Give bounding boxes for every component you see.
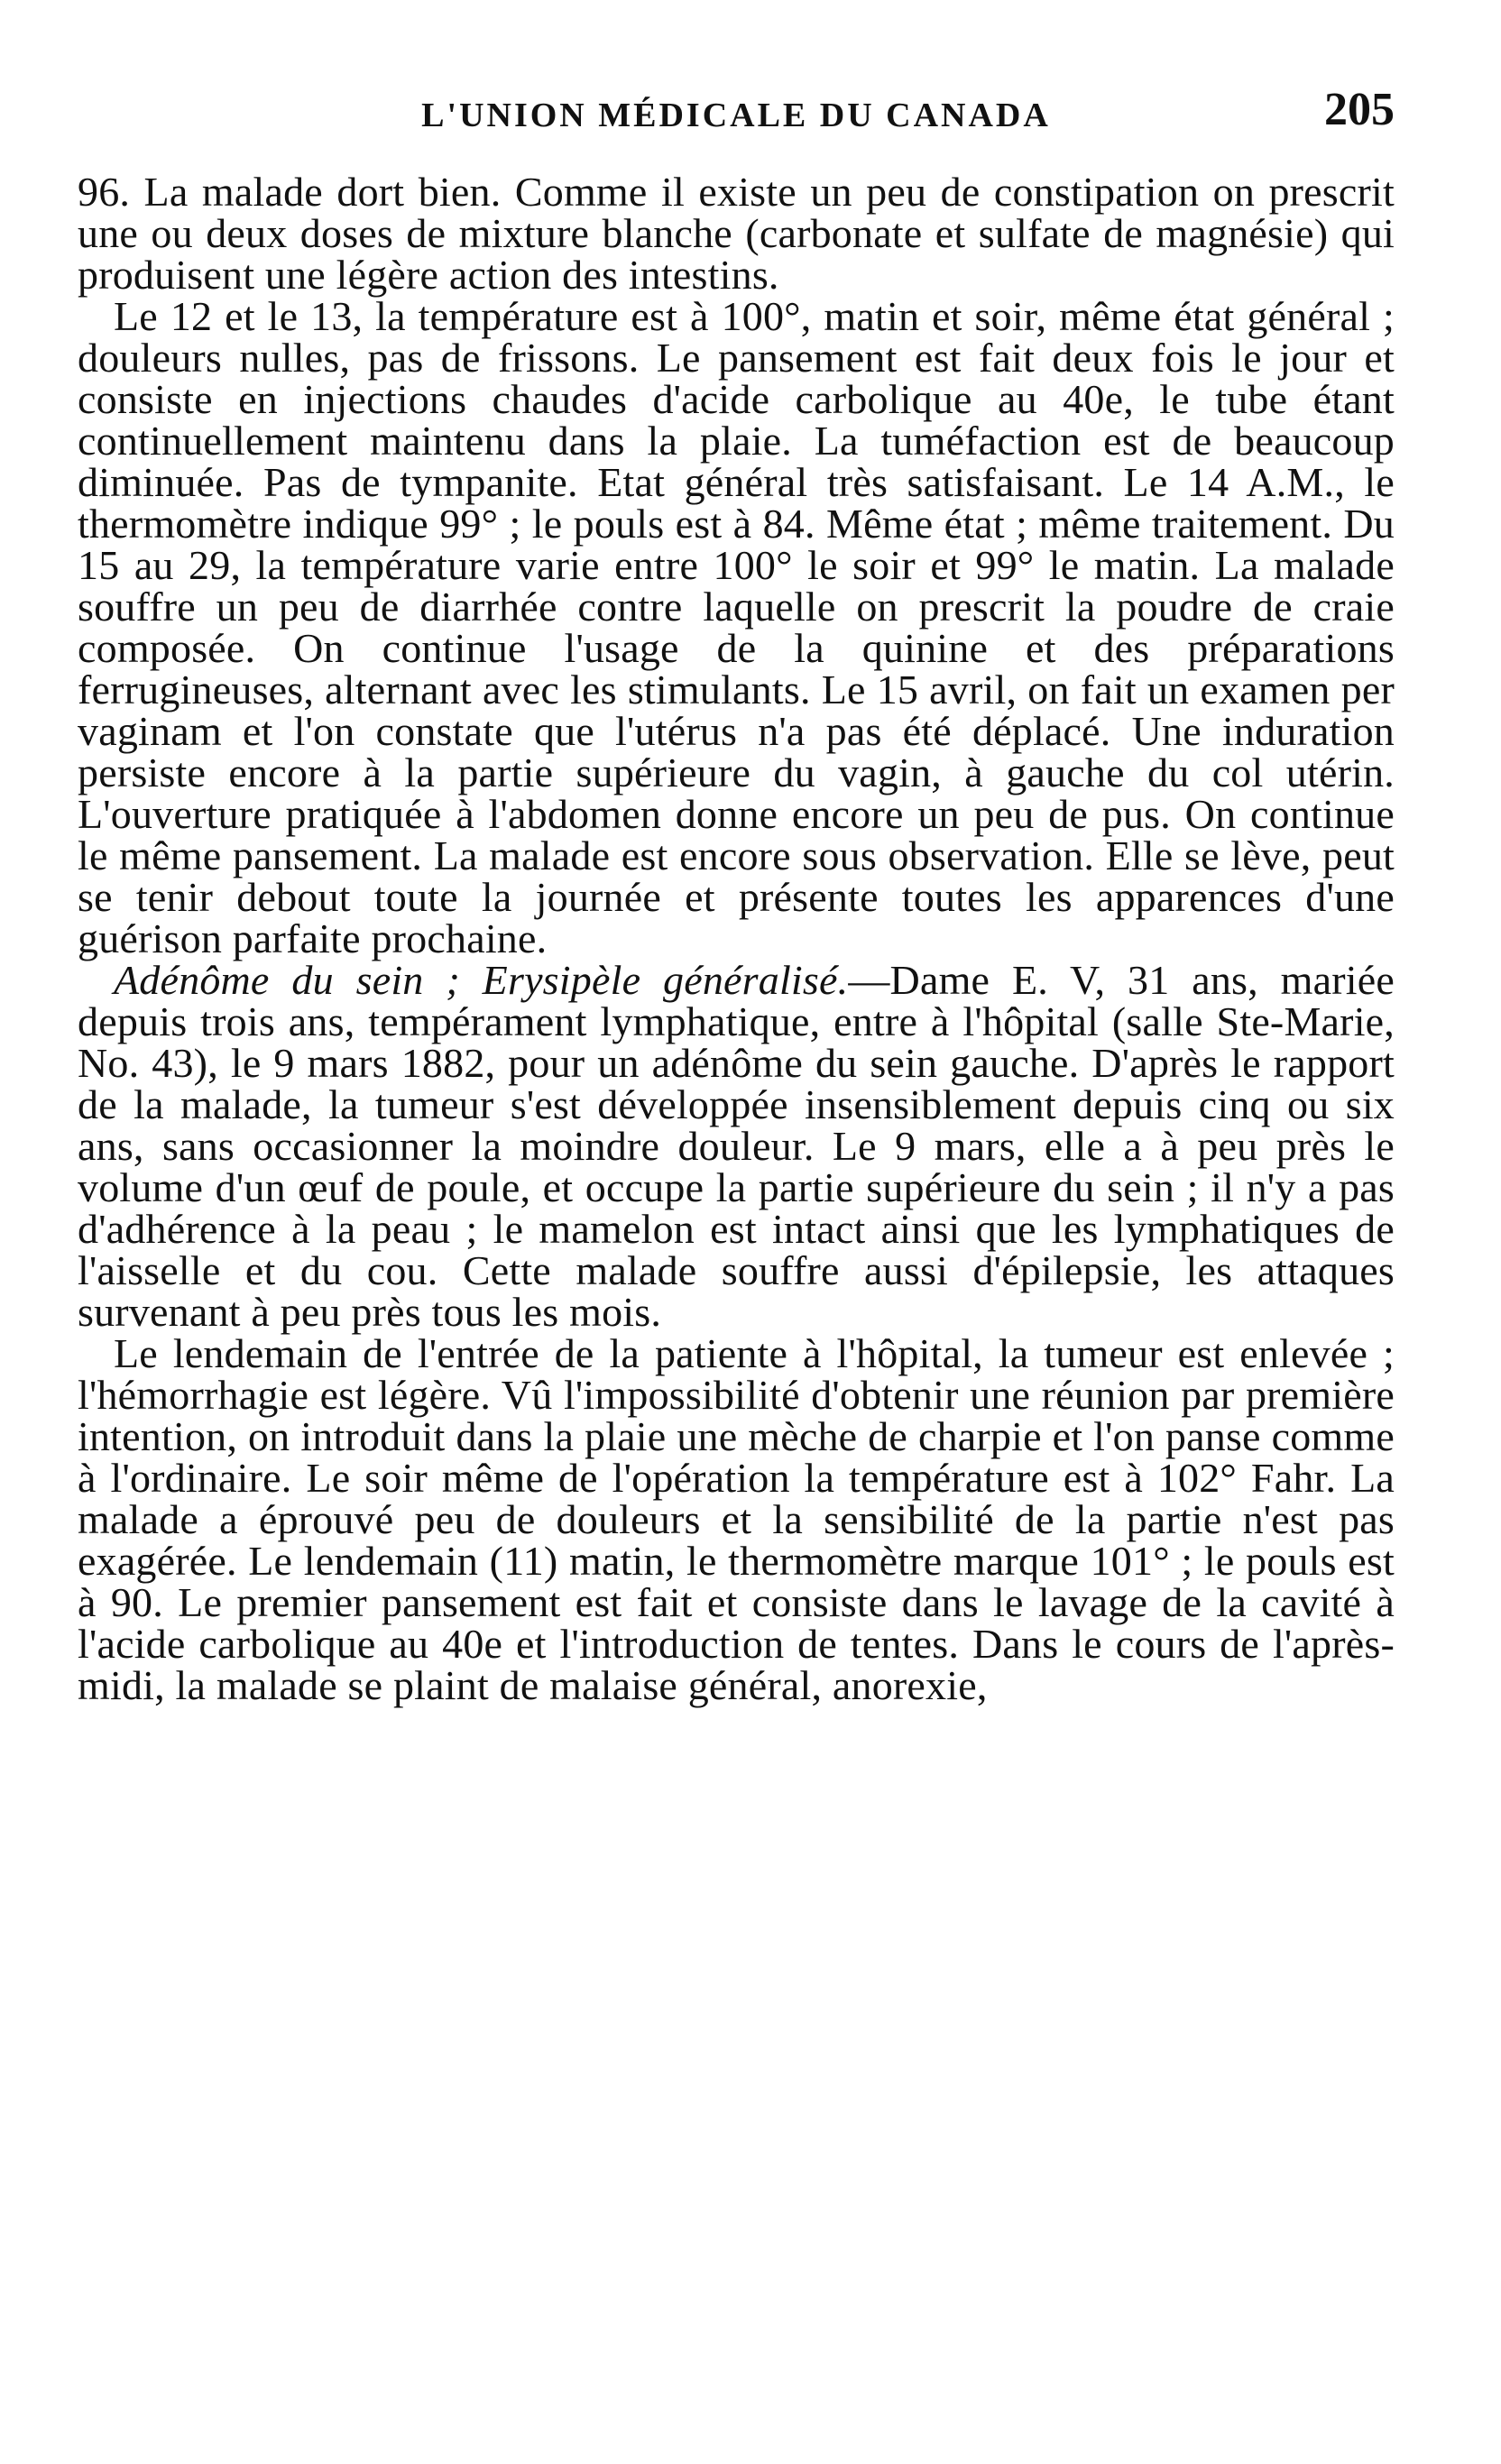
case-title: Adénôme du sein ; Erysipèle généralisé.: [114, 957, 849, 1003]
paragraph-2: [78, 293, 1395, 961]
paragraph-4: [78, 1330, 1395, 1708]
journal-title: L'UNION MÉDICALE DU CANADA: [421, 97, 1051, 134]
paragraph-3: [78, 957, 1395, 1335]
document-page: [78, 83, 1395, 1706]
body-text: [78, 171, 1395, 1706]
paragraph-3-text: —Dame E. V, 31 ans, mariée depuis trois ans, tempérament lymphatique, entre à l'hôpital (salle Ste-Marie, No. 43), le 9 mars 1882, pour un adénôme du sein gauche. D'après le rapport de la malade, la tumeur s'est développée insensiblement depuis cinq ou six ans, sans occasionner la moindre douleur. Le 9 mars, elle a à peu près le volume d'un œuf de poule, et occupe la partie supérieure du sein ; il n'y a pas d'adhérence à la peau ; le mamelon est intact ainsi que les lymphatiques de l'aisselle et du cou. Cette malade souffre aussi d'épilepsie, les attaques survenant à peu près tous les mois.: [78, 957, 1395, 1335]
paragraph-1: [78, 171, 1395, 296]
page-number: 205: [1324, 84, 1395, 135]
running-header: [78, 83, 1395, 148]
paragraph-2-text: Le 12 et le 13, la température est à 100°, matin et soir, même état général ; douleurs nulles, pas de frissons. Le pansement est fait deux fois le jour et consiste en injections chaudes d'acide carbolique au 40e, le tube étant continuellement maintenu dans la plaie. La tuméfaction est de beaucoup diminuée. Pas de tympanite. Etat général très satisfaisant. Le 14 A.M., le thermomètre indique 99° ; le pouls est à 84. Même état ; même traitement. Du 15 au 29, la température varie entre 100° le soir et 99° le matin. La malade souffre un peu de diarrhée contre laquelle on prescrit la poudre de craie composée. On continue l'usage de la quinine et des préparations ferrugineuses, alternant avec les stimulants. Le 15 avril, on fait un examen per vaginam et l'on constate que l'utérus n'a pas été déplacé. Une induration persiste encore à la partie supérieure du vagin, à gauche du col utérin. L'ouverture pratiquée à l'abdomen donne encore un peu de pus. On continue le même pansement. La malade est encore sous observation. Elle se lève, peut se tenir debout toute la journée et présente toutes les apparences d'une guérison parfaite prochaine.: [78, 293, 1395, 961]
paragraph-1-text: 96. La malade dort bien. Comme il existe un peu de constipation on prescrit une ou deux doses de mixture blanche (carbonate et sulfate de magnésie) qui produisent une légère action des intestins.: [78, 169, 1395, 298]
paragraph-4-text: Le lendemain de l'entrée de la patiente à l'hôpital, la tumeur est enlevée ; l'hémorrhagie est légère. Vû l'impossibilité d'obtenir une réunion par première intention, on introduit dans la plaie une mèche de charpie et l'on panse comme à l'ordinaire. Le soir même de l'opération la température est à 102° Fahr. La malade a éprouvé peu de douleurs et la sensibilité de la partie n'est pas exagérée. Le lendemain (11) matin, le thermomètre marque 101° ; le pouls est à 90. Le premier pansement est fait et consiste dans le lavage de la cavité à l'acide carbolique au 40e et l'introduction de tentes. Dans le cours de l'après-midi, la malade se plaint de malaise général, anorexie,: [78, 1330, 1395, 1708]
